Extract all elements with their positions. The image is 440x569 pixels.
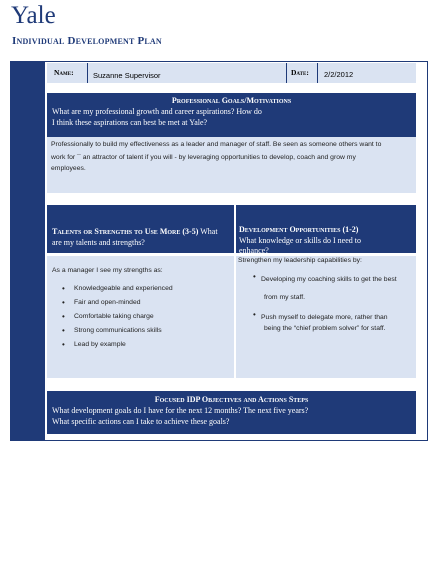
talents-question: are my talents and strengths?	[52, 238, 145, 247]
left-accent-bar	[10, 61, 45, 441]
talents-answer-box[interactable]	[47, 256, 234, 378]
date-label: Date:	[291, 68, 309, 77]
talents-intro: As a manager I see my strengths as:	[52, 267, 163, 274]
development-item2-line1: Push myself to delegate more, rather than	[261, 314, 388, 321]
date-value[interactable]: 2/2/2012	[324, 70, 354, 79]
development-heading: Development Opportunities (1-2)	[239, 225, 359, 234]
talents-list	[52, 282, 232, 352]
focused-header	[47, 391, 416, 434]
name-value[interactable]: Suzanne Supervisor	[93, 71, 161, 80]
goals-question-line2: I think these aspirations can best be met at Yale?	[52, 118, 208, 127]
focused-question-line2: What specific actions can I take to achieve these goals?	[52, 417, 230, 426]
focused-question-line1: What development goals do I have for the next 12 months? The next five years?	[52, 406, 309, 415]
bullet-icon: •	[253, 310, 256, 319]
development-item1-line2: from my staff.	[264, 294, 306, 301]
goals-question-line1: What are my professional growth and career aspirations? How do	[52, 107, 262, 116]
name-label: Name:	[54, 68, 74, 77]
list-item: • Fair and open-minded	[52, 296, 232, 310]
talents-header	[47, 205, 234, 253]
divider	[87, 63, 88, 83]
development-answer-box[interactable]	[236, 256, 416, 378]
talents-heading: Talents or Strengths to Use More (3-5) What	[52, 227, 218, 236]
development-header	[236, 205, 416, 253]
list-item: • Strong communications skills	[52, 324, 232, 338]
development-item2-line2: being the “chief problem solver” for staff.	[264, 325, 386, 332]
goals-answer-box[interactable]	[47, 137, 416, 193]
development-question-line1: What knowledge or skills do I need to	[239, 236, 361, 245]
page-title: Individual Development Plan	[12, 35, 162, 47]
name-date-row	[47, 63, 416, 83]
yale-logo: Yale	[11, 2, 56, 29]
goals-answer-line1: Professionally to build my effectiveness as a leader and manager of staff. Be seen as someone others want to	[51, 141, 382, 148]
bullet-icon: •	[253, 272, 256, 281]
goals-heading: Professional Goals/Motivations	[171, 96, 292, 105]
goals-header	[47, 93, 416, 137]
divider	[286, 63, 287, 83]
focused-heading: Focused IDP Objectives and Actions Steps	[154, 395, 309, 404]
goals-answer-line3: employees.	[51, 165, 86, 172]
list-item: • Comfortable taking charge	[52, 310, 232, 324]
list-item: • Knowledgeable and experienced	[52, 282, 232, 296]
development-intro: Strengthen my leadership capabilities by:	[238, 257, 362, 264]
development-item1-line1: Developing my coaching skills to get the best	[261, 276, 397, 283]
goals-answer-line2: work for ¯ an attractor of talent if you will - by leveraging opportunities to develop, coach and grow my	[51, 154, 356, 161]
development-question-line2: enhance?	[239, 246, 269, 255]
divider	[317, 63, 318, 83]
list-item: • Lead by example	[52, 338, 232, 352]
